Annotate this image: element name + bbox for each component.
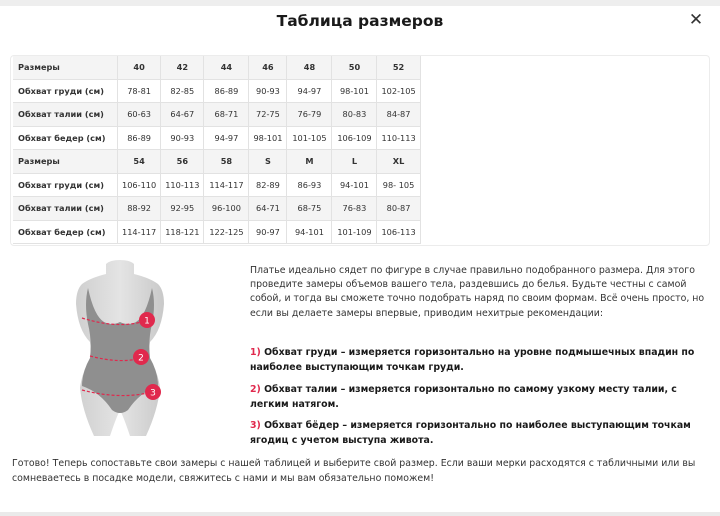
table-cell: 76-83 <box>332 197 377 221</box>
bottom-band <box>0 512 720 516</box>
table-cell: 86-89 <box>118 126 161 150</box>
table-cell: 86-93 <box>287 173 332 197</box>
top-band <box>0 0 720 6</box>
description-text: Платье идеально сядет по фигуре в случае правильно подобранного размера. Для этого проведите замеры объемов вашего тела, раздевшись до белья. Будьте честны с самой собой, и тогда вы сможете точно подобрать наряд по своим формам. Всё очень просто, но если вы делаете замеры впервые, приводим нехитрые рекомендации: <box>250 265 705 319</box>
table-row <box>13 126 420 150</box>
table-cell: 82-89 <box>249 173 287 197</box>
table-cell: 92-95 <box>161 197 204 221</box>
table-cell: 106-109 <box>332 126 377 150</box>
table-cell: 72-75 <box>249 103 287 127</box>
table-cell: 86-89 <box>204 79 249 103</box>
table-cell: 76-79 <box>287 103 332 127</box>
table-row <box>13 173 420 197</box>
size-table-container <box>10 55 710 246</box>
table-cell: 98- 105 <box>377 173 420 197</box>
table-cell: S <box>249 150 287 174</box>
table-cell: 94-97 <box>287 79 332 103</box>
svg-text:1: 1 <box>144 316 150 327</box>
rec-text: Обхват груди – измеряется горизонтально на уровне подмышечных впадин по наиболее выступающим точкам груди. <box>250 347 695 373</box>
table-row <box>13 103 420 127</box>
table-cell: 68-75 <box>287 197 332 221</box>
description <box>250 264 710 327</box>
table-cell: 44 <box>204 56 249 79</box>
table-cell: 94-97 <box>204 126 249 150</box>
table-cell: 114-117 <box>204 173 249 197</box>
svg-text:2: 2 <box>138 353 144 364</box>
table-cell: 64-71 <box>249 197 287 221</box>
table-cell: M <box>287 150 332 174</box>
rec-text: Обхват талии – измеряется горизонтально по самому узкому месту талии, с легким натягом. <box>250 384 677 410</box>
table-cell: 82-85 <box>161 79 204 103</box>
table-cell: 122-125 <box>204 220 249 244</box>
modal-title: Таблица размеров <box>276 12 444 30</box>
close-icon[interactable]: ✕ <box>688 10 704 30</box>
table-cell: 101-109 <box>332 220 377 244</box>
recommendation-chest <box>250 345 710 375</box>
row-label: Обхват груди (см) <box>13 79 118 103</box>
table-cell: L <box>332 150 377 174</box>
row-label: Размеры <box>13 56 118 79</box>
row-label: Обхват бедер (см) <box>13 126 118 150</box>
table-cell: 52 <box>377 56 420 79</box>
table-cell: 90-93 <box>249 79 287 103</box>
recommendation-hips <box>250 418 710 448</box>
table-cell: 96-100 <box>204 197 249 221</box>
table-cell: 80-87 <box>377 197 420 221</box>
table-cell: 42 <box>161 56 204 79</box>
table-cell: 54 <box>118 150 161 174</box>
rec-number: 1) <box>250 347 261 358</box>
row-label: Размеры <box>13 150 118 174</box>
marker-3 <box>145 384 161 400</box>
table-cell: 94-101 <box>332 173 377 197</box>
marker-2 <box>133 349 149 365</box>
table-row <box>13 79 420 103</box>
table-cell: 110-113 <box>377 126 420 150</box>
table-row <box>13 220 420 244</box>
table-cell: 78-81 <box>118 79 161 103</box>
table-cell: 56 <box>161 150 204 174</box>
marker-1 <box>139 312 155 328</box>
size-table <box>13 56 421 244</box>
table-cell: 118-121 <box>161 220 204 244</box>
row-label: Обхват бедер (см) <box>13 220 118 244</box>
table-cell: 58 <box>204 150 249 174</box>
table-cell: 94-101 <box>287 220 332 244</box>
body-measurement-figure <box>60 260 180 438</box>
table-cell: 101-105 <box>287 126 332 150</box>
table-cell: 102-105 <box>377 79 420 103</box>
table-cell: 68-71 <box>204 103 249 127</box>
table-cell: 90-93 <box>161 126 204 150</box>
table-cell: 84-87 <box>377 103 420 127</box>
table-cell: 98-101 <box>332 79 377 103</box>
table-cell: 60-63 <box>118 103 161 127</box>
table-cell: 48 <box>287 56 332 79</box>
rec-text: Обхват бёдер – измеряется горизонтально по наиболее выступающим точкам ягодиц с учетом выступа живота. <box>250 420 691 446</box>
recommendation-waist <box>250 382 710 412</box>
svg-text:3: 3 <box>150 388 156 399</box>
table-header-row <box>13 150 420 174</box>
table-header-row <box>13 56 420 79</box>
table-cell: 98-101 <box>249 126 287 150</box>
table-cell: 106-110 <box>118 173 161 197</box>
table-cell: 110-113 <box>161 173 204 197</box>
table-cell: 90-97 <box>249 220 287 244</box>
table-cell: 80-83 <box>332 103 377 127</box>
rec-number: 3) <box>250 420 261 431</box>
table-cell: 46 <box>249 56 287 79</box>
row-label: Обхват талии (см) <box>13 197 118 221</box>
table-cell: 114-117 <box>118 220 161 244</box>
footer-text: Готово! Теперь сопоставьте свои замеры с нашей таблицей и выберите свой размер. Если ваши мерки расходятся с табличными или вы сомневаетесь в посадке модели, свяжитесь с нами и мы вам обязательно поможем! <box>12 458 696 485</box>
table-row <box>13 197 420 221</box>
row-label: Обхват талии (см) <box>13 103 118 127</box>
table-cell: 40 <box>118 56 161 79</box>
table-cell: 50 <box>332 56 377 79</box>
table-cell: 106-113 <box>377 220 420 244</box>
table-cell: XL <box>377 150 420 174</box>
rec-number: 2) <box>250 384 261 395</box>
table-cell: 88-92 <box>118 197 161 221</box>
table-cell: 64-67 <box>161 103 204 127</box>
row-label: Обхват груди (см) <box>13 173 118 197</box>
